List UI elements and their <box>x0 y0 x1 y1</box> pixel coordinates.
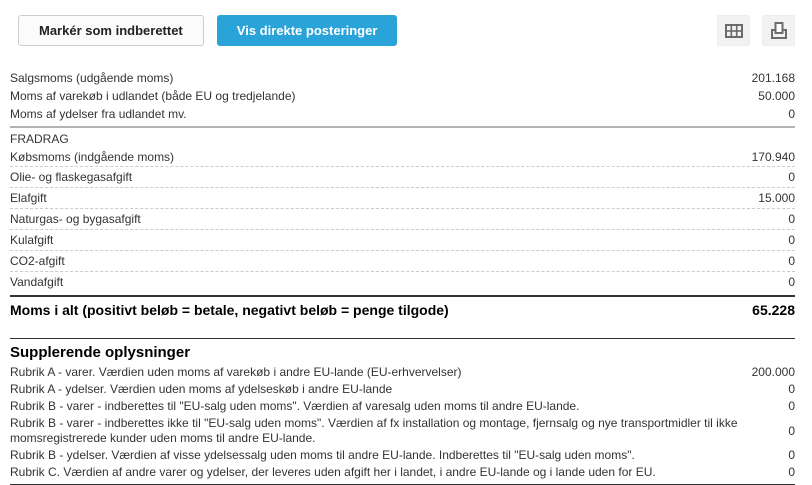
row-value: 0 <box>788 423 795 438</box>
table-row <box>10 87 795 105</box>
row-value: 0 <box>788 254 795 268</box>
table-row <box>10 105 795 123</box>
table-row <box>10 187 795 208</box>
table-row <box>10 208 795 229</box>
row-label: Moms af varekøb i udlandet (både EU og tredjelande) <box>10 89 296 103</box>
table-row <box>10 381 795 398</box>
table-row <box>10 415 795 447</box>
row-value: 200.000 <box>751 365 795 379</box>
table-row <box>10 271 795 292</box>
row-label: Rubrik B - ydelser. Værdien af visse ydelsessalg uden moms til andre EU-lande. Indberettes til "EU-salg uden moms". <box>10 448 635 462</box>
table-row <box>10 398 795 415</box>
row-value: 0 <box>788 170 795 184</box>
row-label: Moms af ydelser fra udlandet mv. <box>10 107 187 121</box>
row-label: Naturgas- og bygasafgift <box>10 212 141 226</box>
row-value: 0 <box>788 382 795 396</box>
row-label: Vandafgift <box>10 275 64 289</box>
row-label: Rubrik C. Værdien af andre varer og ydelser, der leveres uden afgift her i landet, i andre EU-lande og i lande uden for EU. <box>10 465 656 479</box>
row-value: 50.000 <box>758 89 795 103</box>
supplementary-section <box>10 338 795 485</box>
table-view-button[interactable] <box>717 15 750 46</box>
row-label: Rubrik A - varer. Værdien uden moms af varekøb i andre EU-lande (EU-erhvervelser) <box>10 365 462 379</box>
total-label: Moms i alt (positivt beløb = betale, negativt beløb = penge tilgode) <box>10 302 449 318</box>
fradrag-header-label: FRADRAG <box>10 132 69 146</box>
row-label: Rubrik B - varer - indberettes ikke til "EU-salg uden moms". Værdien af fx installation og montage, fjernsalg og nye transportmidler til ikke momsregistrerede kunder uden moms til andre EU-lande. <box>10 416 738 445</box>
row-value: 0 <box>788 399 795 413</box>
row-label: CO2-afgift <box>10 254 65 268</box>
row-label: Rubrik A - ydelser. Værdien uden moms af ydelseskøb i andre EU-lande <box>10 382 393 396</box>
row-value: 0 <box>788 275 795 289</box>
table-row <box>10 148 795 166</box>
row-value: 0 <box>788 465 795 479</box>
row-value: 15.000 <box>758 191 795 205</box>
row-label: Olie- og flaskegasafgift <box>10 170 133 184</box>
table-grid-icon <box>724 22 744 40</box>
mark-as-reported-button[interactable]: Markér som indberettet <box>18 15 204 46</box>
printer-icon <box>769 21 789 40</box>
row-value: 201.168 <box>751 71 795 85</box>
row-label: Salgsmoms (udgående moms) <box>10 71 174 85</box>
table-row <box>10 447 795 464</box>
table-row <box>10 364 795 381</box>
total-value: 65.228 <box>752 302 795 318</box>
table-row <box>10 250 795 271</box>
show-direct-postings-button[interactable]: Vis direkte posteringer <box>217 15 398 46</box>
row-label: Købsmoms (indgående moms) <box>10 150 175 164</box>
table-row <box>10 166 795 187</box>
fradrag-header-row <box>10 130 795 148</box>
print-button[interactable] <box>762 15 795 46</box>
row-label: Rubrik B - varer - indberettes til "EU-salg uden moms". Værdien af varesalg uden moms til andre EU-lande. <box>10 399 580 413</box>
vat-table <box>10 69 795 324</box>
table-row <box>10 464 795 481</box>
section-divider <box>10 126 795 128</box>
row-label: Elafgift <box>10 191 47 205</box>
vat-total-row <box>10 295 795 324</box>
row-label: Kulafgift <box>10 233 54 247</box>
row-value: 170.940 <box>751 150 795 164</box>
table-row <box>10 229 795 250</box>
row-value: 0 <box>788 233 795 247</box>
row-value: 0 <box>788 448 795 462</box>
row-value: 0 <box>788 212 795 226</box>
supplementary-header: Supplerende oplysninger <box>10 344 191 361</box>
table-row <box>10 69 795 87</box>
toolbar <box>18 15 795 46</box>
deduction-rows-group <box>10 166 795 292</box>
row-value: 0 <box>788 107 795 121</box>
